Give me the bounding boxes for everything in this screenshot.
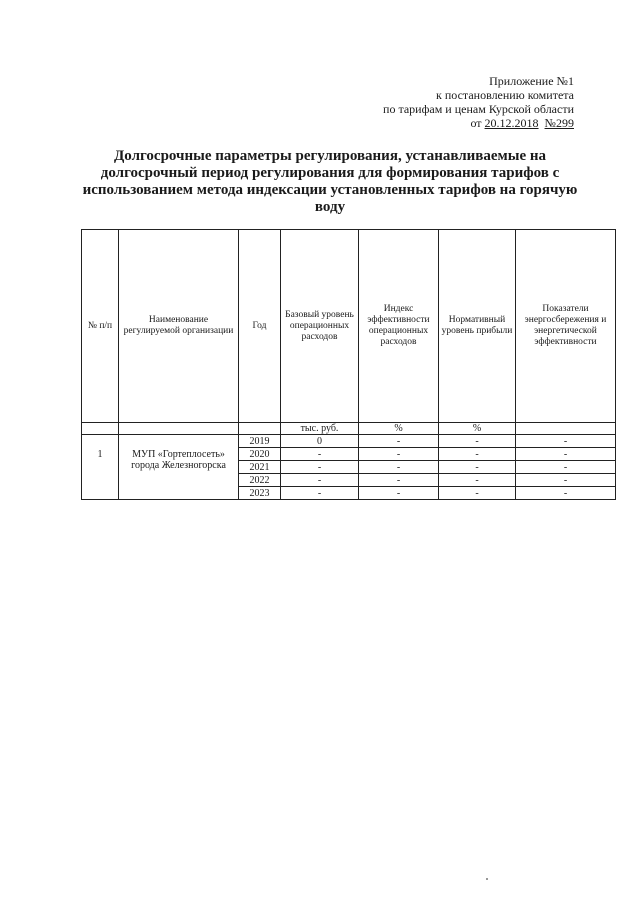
col-efficiency-index: Индекс эффективности операционных расходов [359, 230, 439, 423]
col-profit-level: Нормативный уровень прибыли [439, 230, 516, 423]
profit-cell: - [439, 487, 516, 500]
table-row [82, 435, 616, 448]
col-base-opex: Базовый уровень операционных расходов [281, 230, 359, 423]
year-cell: 2021 [239, 461, 281, 474]
energy-cell: - [516, 448, 616, 461]
base-cell: - [281, 487, 359, 500]
base-cell: - [281, 474, 359, 487]
profit-cell: - [439, 435, 516, 448]
parameters-table [81, 229, 616, 500]
date-prefix: от [470, 116, 485, 130]
base-cell: 0 [281, 435, 359, 448]
unit-energy-indicators [516, 423, 616, 435]
document-title: Долгосрочные параметры регулирования, устанавливаемые на долгосрочный период регулирования для формирования тарифов с использованием метода индексации установленных тарифов на горячую воду [82, 148, 578, 215]
index-cell: - [359, 474, 439, 487]
base-cell: - [281, 448, 359, 461]
appendix-header [324, 74, 574, 130]
resolution-number: №299 [544, 116, 574, 130]
unit-profit-level: % [439, 423, 516, 435]
table-header-row [82, 230, 616, 423]
index-cell: - [359, 448, 439, 461]
energy-cell: - [516, 474, 616, 487]
col-energy-indicators: Показатели энергосбережения и энергетической эффективности [516, 230, 616, 423]
appendix-date-line [324, 116, 574, 130]
appendix-committee: по тарифам и ценам Курской области [383, 102, 574, 116]
col-year: Год [239, 230, 281, 423]
energy-cell: - [516, 435, 616, 448]
energy-cell: - [516, 461, 616, 474]
year-cell: 2022 [239, 474, 281, 487]
col-organization: Наименование регулируемой организации [119, 230, 239, 423]
index-cell: - [359, 487, 439, 500]
col-number: № п/п [82, 230, 119, 423]
base-cell: - [281, 461, 359, 474]
resolution-date: 20.12.2018 [484, 116, 539, 130]
unit-efficiency-index: % [359, 423, 439, 435]
index-cell: - [359, 435, 439, 448]
profit-cell: - [439, 448, 516, 461]
year-cell: 2023 [239, 487, 281, 500]
table-units-row [82, 423, 616, 435]
year-cell: 2020 [239, 448, 281, 461]
scan-speck [486, 878, 488, 880]
index-cell: - [359, 461, 439, 474]
energy-cell: - [516, 487, 616, 500]
profit-cell: - [439, 461, 516, 474]
profit-cell: - [439, 474, 516, 487]
row-number: 1 [82, 435, 119, 500]
year-cell: 2019 [239, 435, 281, 448]
organization-name: МУП «Гортеплосеть» города Железногорска [119, 435, 239, 500]
unit-base-opex: тыс. руб. [281, 423, 359, 435]
appendix-resolution: к постановлению комитета [436, 88, 574, 102]
appendix-number: Приложение №1 [489, 74, 574, 88]
